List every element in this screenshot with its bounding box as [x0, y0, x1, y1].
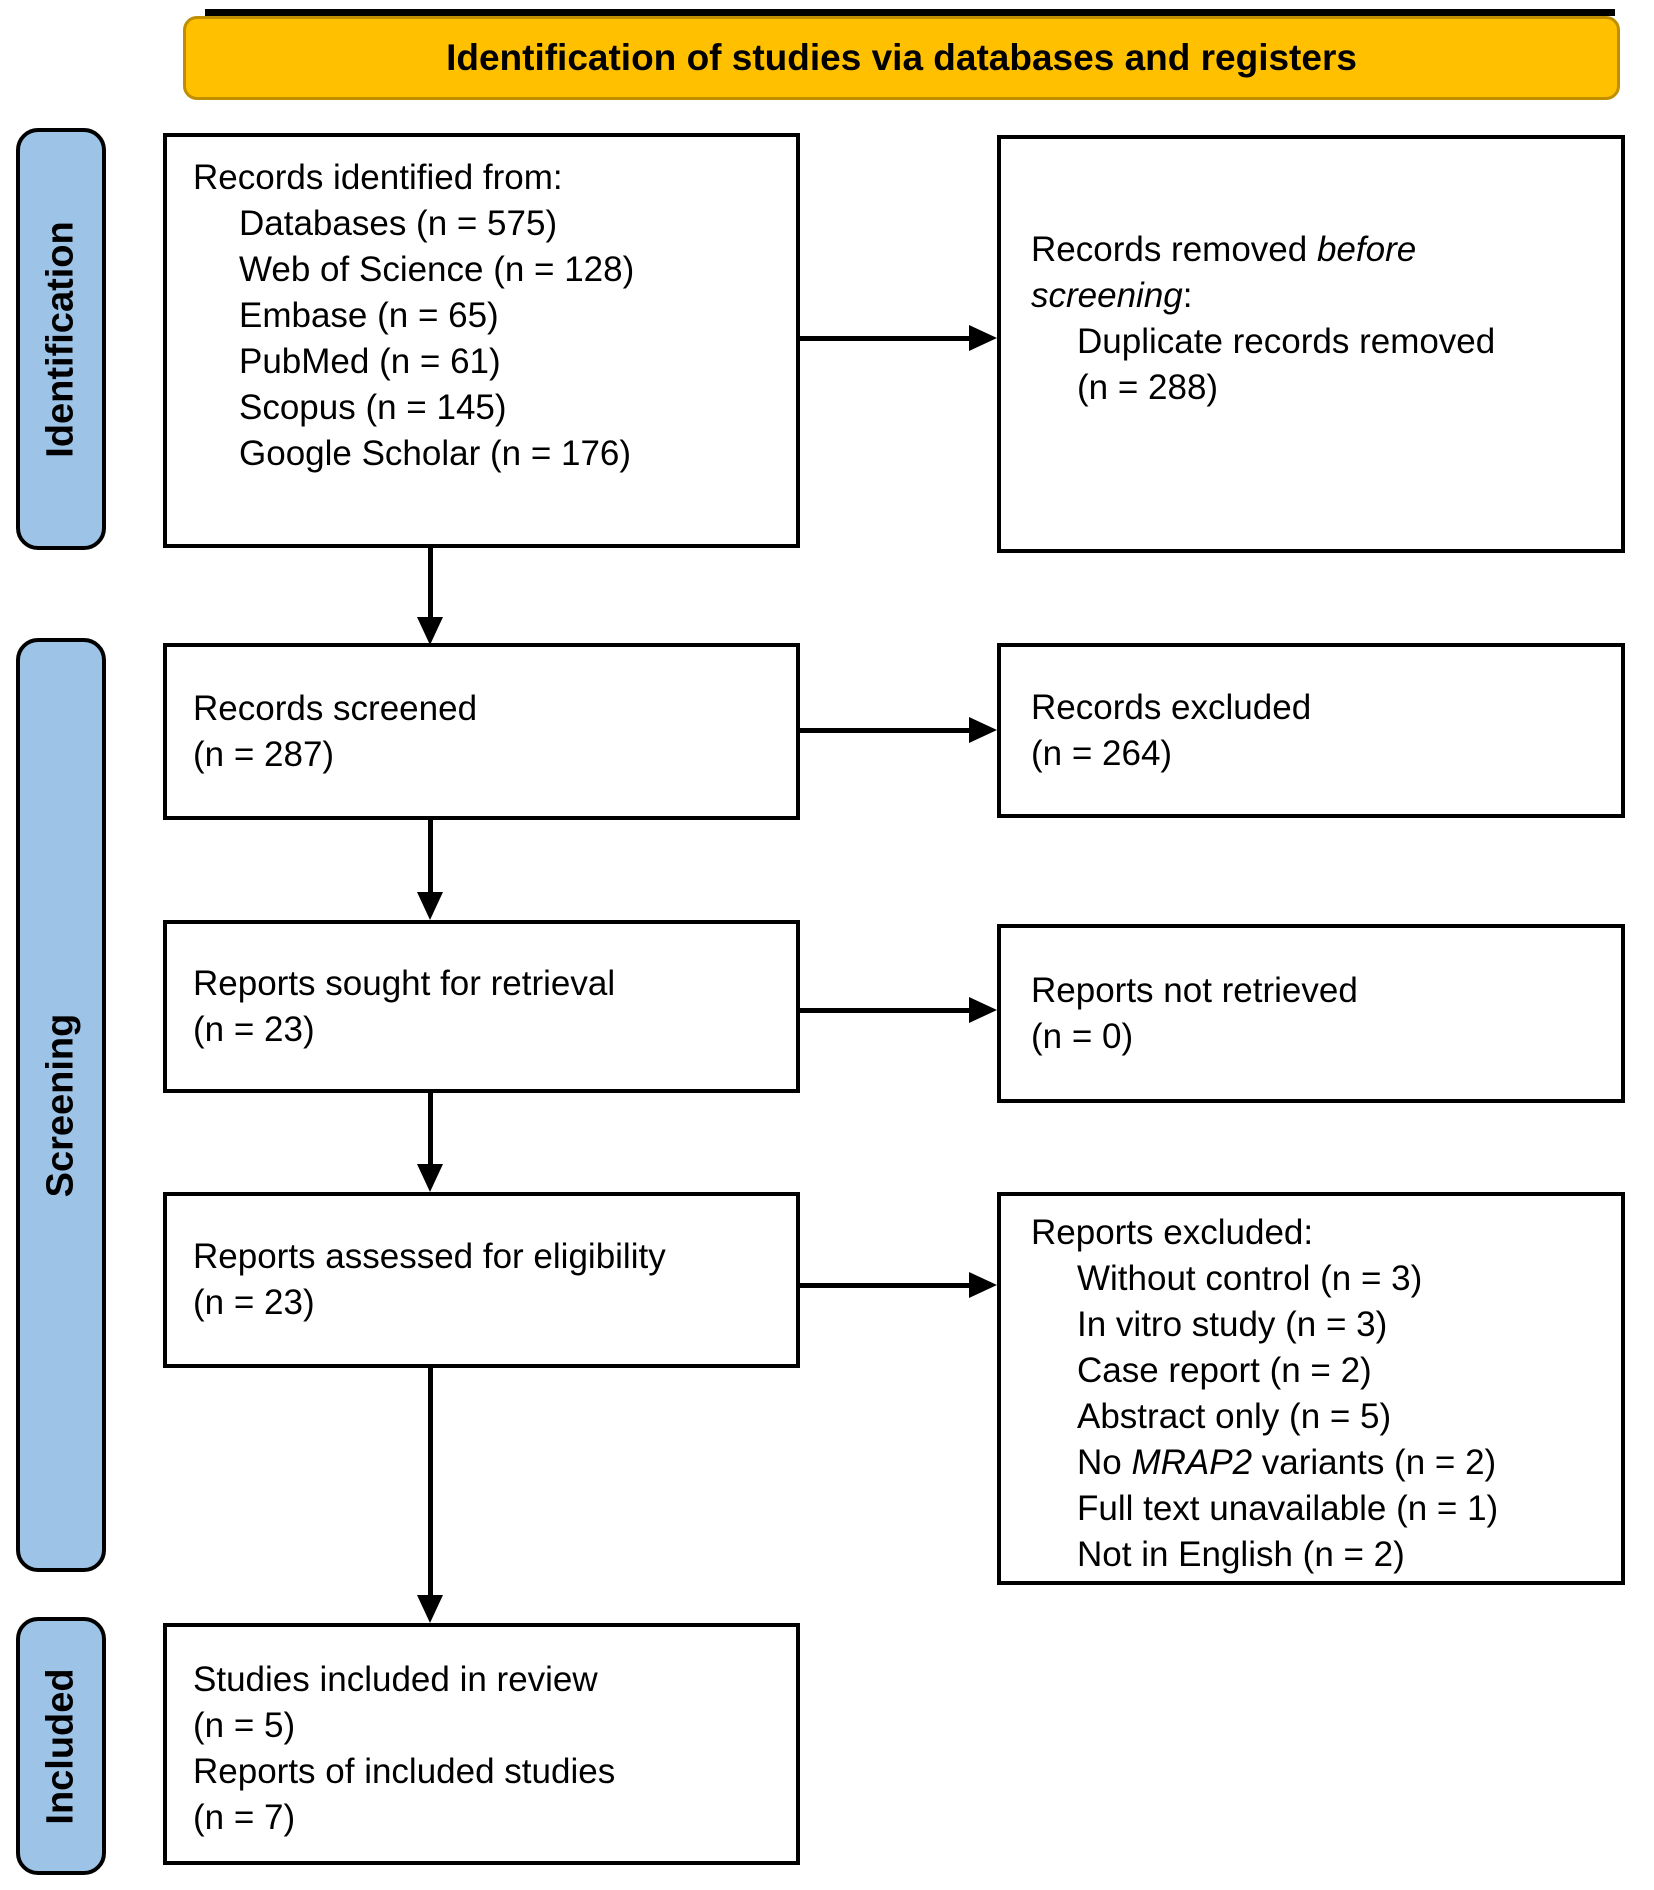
stage-included [16, 1617, 106, 1875]
stage-identification-label: Identification [39, 220, 82, 458]
box-text-line: Case report (n = 2) [1077, 1351, 1372, 1390]
arrow-identified-to-removed-shaft [800, 336, 970, 341]
box-text-line: PubMed (n = 61) [239, 342, 501, 381]
box-reports-not-retrieved [997, 924, 1625, 1103]
header-title: Identification of studies via databases and registers [446, 37, 1357, 78]
arrow-screened-to-sought-shaft [428, 820, 433, 892]
box-reports-assessed [163, 1192, 800, 1368]
header-top-rule [205, 9, 1615, 16]
box-reports-sought [163, 920, 800, 1093]
box-text-line: (n = 288) [1077, 368, 1219, 407]
box-text-line: Reports of included studies [193, 1752, 616, 1791]
box-text-line: Full text unavailable (n = 1) [1077, 1489, 1499, 1528]
box-text-line: screening: [1031, 276, 1193, 315]
box-text-line: (n = 5) [193, 1706, 296, 1745]
box-text-line: Records screened [193, 688, 478, 728]
box-text-line: Embase (n = 65) [239, 296, 499, 335]
box-text-line: Records excluded [1031, 687, 1312, 727]
box-text-line: (n = 0) [1031, 1016, 1134, 1056]
arrow-assessed-to-excluded-head-icon [969, 1272, 997, 1298]
box-text-line: In vitro study (n = 3) [1077, 1305, 1388, 1344]
box-text-line: Without control (n = 3) [1077, 1259, 1423, 1298]
box-text-line: Web of Science (n = 128) [239, 250, 635, 289]
arrow-screened-to-excluded-head-icon [969, 717, 997, 743]
box-text-line: (n = 7) [193, 1798, 296, 1837]
box-text-line: Reports not retrieved [1031, 970, 1358, 1010]
stage-identification [16, 128, 106, 550]
box-text-line: Reports assessed for eligibility [193, 1237, 666, 1276]
arrow-screened-to-sought-head-icon [417, 892, 443, 920]
box-text-line: Not in English (n = 2) [1077, 1535, 1405, 1574]
box-text-line: Records removed before [1031, 230, 1417, 269]
box-text-line: Databases (n = 575) [239, 204, 558, 243]
box-text-line: Records identified from: [193, 158, 563, 197]
arrow-identified-to-screened-head-icon [417, 617, 443, 645]
stage-screening-label: Screening [39, 1013, 82, 1197]
box-text-line: (n = 23) [193, 1283, 315, 1322]
box-text-line: Reports sought for retrieval [193, 963, 616, 1003]
stage-included-label: Included [39, 1667, 82, 1825]
box-text-line: (n = 264) [1031, 733, 1173, 773]
box-text-line: Studies included in review [193, 1660, 598, 1699]
box-text-line: No MRAP2 variants (n = 2) [1077, 1443, 1497, 1482]
box-records-excluded [997, 643, 1625, 818]
arrow-sought-to-assessed-head-icon [417, 1164, 443, 1192]
arrow-assessed-to-excluded-shaft [800, 1283, 970, 1288]
arrow-identified-to-removed-head-icon [969, 325, 997, 351]
arrow-assessed-to-included-shaft [428, 1368, 433, 1596]
box-text-line: Duplicate records removed [1077, 322, 1496, 361]
arrow-sought-to-not-retrieved-shaft [800, 1008, 970, 1013]
arrow-screened-to-excluded-shaft [800, 728, 970, 733]
box-text-line: (n = 23) [193, 1009, 315, 1049]
box-records-removed [997, 135, 1625, 553]
arrow-assessed-to-included-head-icon [417, 1595, 443, 1623]
box-records-screened [163, 643, 800, 820]
stage-screening [16, 638, 106, 1572]
box-text-line: (n = 287) [193, 734, 335, 774]
arrow-identified-to-screened-shaft [428, 548, 433, 619]
box-studies-included [163, 1623, 800, 1865]
arrow-sought-to-not-retrieved-head-icon [969, 997, 997, 1023]
box-text-line: Google Scholar (n = 176) [239, 434, 632, 473]
header-banner [183, 16, 1620, 100]
box-reports-excluded [997, 1192, 1625, 1585]
arrow-sought-to-assessed-shaft [428, 1093, 433, 1165]
box-text-line: Reports excluded: [1031, 1213, 1314, 1252]
box-text-line: Scopus (n = 145) [239, 388, 507, 427]
box-text-line: Abstract only (n = 5) [1077, 1397, 1392, 1436]
box-records-identified [163, 133, 800, 548]
